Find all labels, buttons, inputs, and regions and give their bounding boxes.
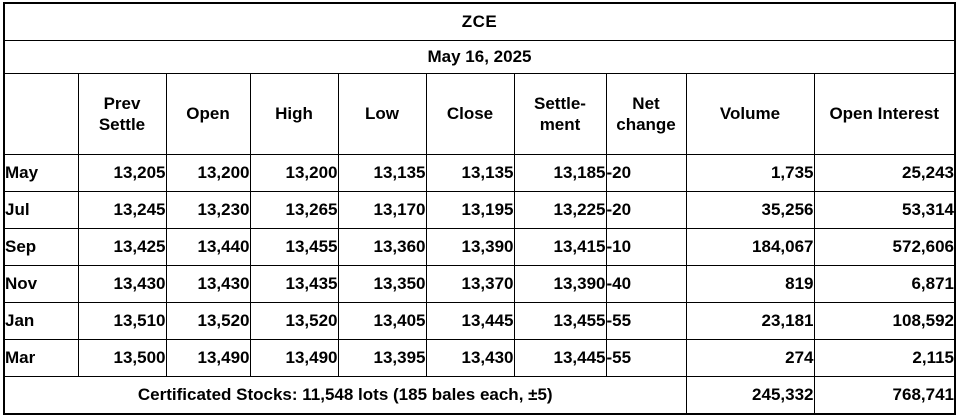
prev-settle-line1: Prev [103,93,141,113]
row-month: Jan [4,303,78,340]
row-net-change: -20 [606,155,686,192]
row-low: 13,405 [338,303,426,340]
row-prev-settle: 13,205 [78,155,166,192]
row-high: 13,520 [250,303,338,340]
row-high: 13,490 [250,340,338,377]
row-close: 13,195 [426,192,514,229]
total-open-interest: 768,741 [814,377,955,415]
row-prev-settle: 13,430 [78,266,166,303]
row-close: 13,135 [426,155,514,192]
row-volume: 184,067 [686,229,814,266]
row-low: 13,135 [338,155,426,192]
row-volume: 1,735 [686,155,814,192]
report-date: May 16, 2025 [4,41,955,74]
row-month: Mar [4,340,78,377]
row-open-interest: 25,243 [814,155,955,192]
row-low: 13,360 [338,229,426,266]
row-net-change: -20 [606,192,686,229]
table-row [4,340,955,377]
row-close: 13,370 [426,266,514,303]
row-volume: 35,256 [686,192,814,229]
row-open-interest: 6,871 [814,266,955,303]
row-net-change: -55 [606,303,686,340]
row-volume: 274 [686,340,814,377]
column-header-high: High [250,74,338,155]
row-volume: 23,181 [686,303,814,340]
total-volume: 245,332 [686,377,814,415]
row-open: 13,430 [166,266,250,303]
row-month: Nov [4,266,78,303]
date-row [4,41,955,74]
settlement-line2: ment [539,115,581,134]
table-row [4,155,955,192]
column-header-open-interest: Open Interest [814,74,955,155]
column-header-low: Low [338,74,426,155]
row-settlement: 13,185 [514,155,606,192]
row-settlement: 13,455 [514,303,606,340]
row-close: 13,390 [426,229,514,266]
row-month: Jul [4,192,78,229]
column-header-open: Open [166,74,250,155]
row-low: 13,170 [338,192,426,229]
futures-quote-table [3,2,956,415]
column-header-month [4,74,78,155]
row-high: 13,265 [250,192,338,229]
certificated-stocks-note: Certificated Stocks: 11,548 lots (185 bales each, ±5) [4,377,686,415]
row-open-interest: 2,115 [814,340,955,377]
row-open-interest: 53,314 [814,192,955,229]
settlement-line1: Settle- [534,93,586,113]
row-net-change: -55 [606,340,686,377]
header-row [4,74,955,155]
row-high: 13,435 [250,266,338,303]
row-settlement: 13,225 [514,192,606,229]
table-row [4,229,955,266]
row-settlement: 13,415 [514,229,606,266]
column-header-net-change [606,74,686,155]
table-row [4,303,955,340]
title-row [4,3,955,41]
net-change-line1: Net [632,93,660,113]
row-prev-settle: 13,500 [78,340,166,377]
row-open-interest: 572,606 [814,229,955,266]
row-volume: 819 [686,266,814,303]
row-open: 13,230 [166,192,250,229]
row-open: 13,490 [166,340,250,377]
table-row [4,266,955,303]
column-header-prev-settle [78,74,166,155]
row-prev-settle: 13,510 [78,303,166,340]
page-title: ZCE [4,3,955,41]
totals-row [4,377,955,415]
table-row [4,192,955,229]
row-net-change: -40 [606,266,686,303]
row-high: 13,200 [250,155,338,192]
row-open: 13,440 [166,229,250,266]
column-header-volume: Volume [686,74,814,155]
row-prev-settle: 13,425 [78,229,166,266]
row-open: 13,200 [166,155,250,192]
row-month: May [4,155,78,192]
row-close: 13,445 [426,303,514,340]
row-net-change: -10 [606,229,686,266]
row-month: Sep [4,229,78,266]
net-change-line2: change [616,115,676,134]
column-header-close: Close [426,74,514,155]
row-open-interest: 108,592 [814,303,955,340]
row-settlement: 13,445 [514,340,606,377]
row-close: 13,430 [426,340,514,377]
row-low: 13,395 [338,340,426,377]
row-high: 13,455 [250,229,338,266]
row-prev-settle: 13,245 [78,192,166,229]
column-header-settlement [514,74,606,155]
row-low: 13,350 [338,266,426,303]
prev-settle-line2: Settle [98,115,146,134]
row-open: 13,520 [166,303,250,340]
row-settlement: 13,390 [514,266,606,303]
